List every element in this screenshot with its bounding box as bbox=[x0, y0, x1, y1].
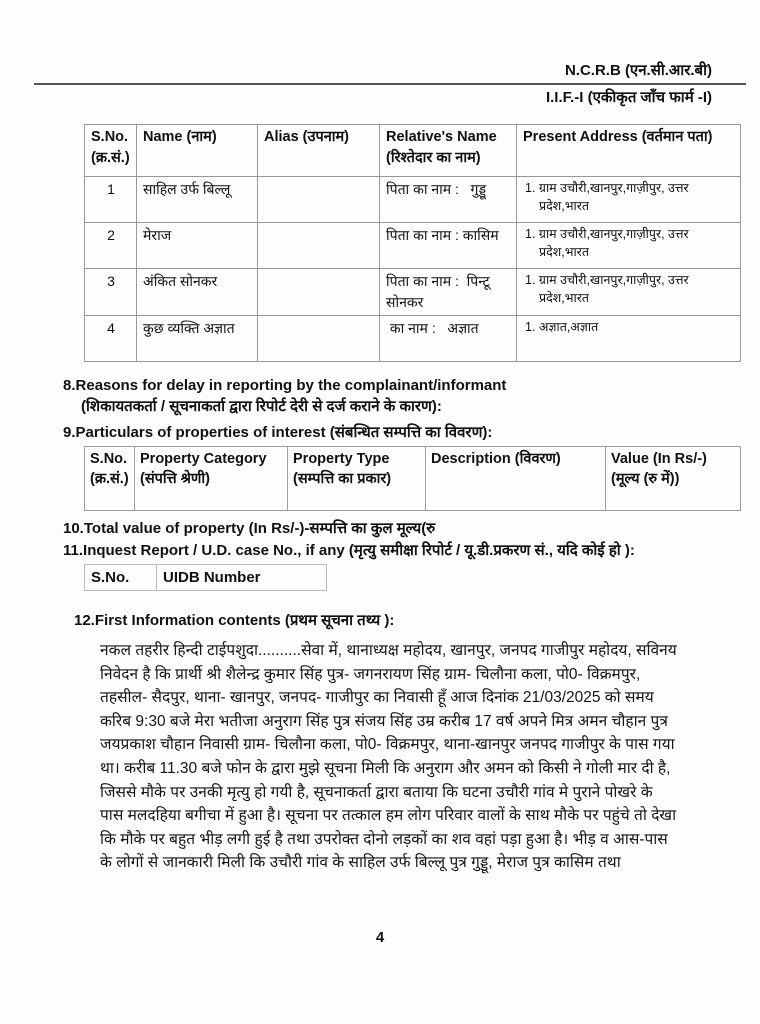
cell-alias bbox=[258, 269, 380, 316]
header-divider bbox=[34, 83, 746, 85]
cell-name: मेराज bbox=[137, 223, 258, 269]
col-sno: S.No. (क्र.सं.) bbox=[85, 125, 137, 177]
property-table bbox=[84, 446, 741, 511]
document-header bbox=[0, 0, 760, 108]
page-number: 4 bbox=[375, 929, 385, 946]
uidb-table bbox=[84, 564, 327, 591]
cell-sno: 4 bbox=[85, 316, 137, 362]
uidb-sno-label: S.No. bbox=[85, 565, 157, 591]
cell-relative: पिता का नाम : कासिम bbox=[380, 223, 517, 269]
table-row bbox=[85, 223, 741, 269]
section-12-first-information-contents bbox=[74, 610, 714, 631]
section-11-inquest-report bbox=[63, 540, 703, 561]
col-property-category: Property Category (संपत्ति श्रेणी) bbox=[135, 447, 288, 511]
col-property-type: Property Type (सम्पत्ति का प्रकार) bbox=[288, 447, 426, 511]
section-number: 11. bbox=[63, 542, 84, 559]
cell-address: 1. ग्राम उचौरी,खानपुर,गाज़ीपुर, उत्तर प्रदेश,भारत bbox=[517, 223, 741, 269]
cell-sno: 3 bbox=[85, 269, 137, 316]
section-title-hi: (शिकायतकर्ता / सूचनाकर्ता द्वारा रिपोर्ट देरी से दर्ज कराने के कारण): bbox=[81, 398, 442, 415]
cell-sno: 1 bbox=[85, 177, 137, 223]
org-title: N.C.R.B (एन.सी.आर.बी) bbox=[564, 62, 712, 79]
table-row bbox=[85, 177, 741, 223]
cell-relative: पिता का नाम : पिन्टू सोनकर bbox=[380, 269, 517, 316]
cell-address: 1. अज्ञात,अज्ञात bbox=[517, 316, 741, 362]
section-number: 12. bbox=[74, 612, 95, 629]
accused-table bbox=[84, 124, 741, 362]
section-title-en: Reasons for delay in reporting by the complainant/informant bbox=[75, 377, 507, 394]
section-title: Particulars of properties of interest (संबन्धित सम्पत्ति का विवरण): bbox=[75, 424, 493, 441]
col-sno: S.No. (क्र.सं.) bbox=[85, 447, 135, 511]
section-number: 8. bbox=[63, 377, 76, 394]
col-relative: Relative's Name (रिश्तेदार का नाम) bbox=[380, 125, 517, 177]
table-row bbox=[85, 316, 741, 362]
cell-address: 1. ग्राम उचौरी,खानपुर,गाज़ीपुर, उत्तर प्रदेश,भारत bbox=[517, 269, 741, 316]
cell-relative: का नाम : अज्ञात bbox=[380, 316, 517, 362]
section-number: 10. bbox=[63, 520, 84, 537]
cell-name: कुछ व्यक्ति अज्ञात bbox=[137, 316, 258, 362]
col-description: Description (विवरण) bbox=[426, 447, 606, 511]
col-address: Present Address (वर्तमान पता) bbox=[517, 125, 741, 177]
fir-contents-paragraph: नकल तहरीर हिन्दी टाईपशुदा..........सेवा में, थानाध्यक्ष महोदय, खानपुर, जनपद गाजीपुर महोदय, सविनय निवेदन है कि प्रार्थी श्री शैलेन्द्र कुमार सिंह पुत्र- जगनरायण सिंह ग्राम- चिलौना कला, पो0- विक्रमपुर, तहसील- सैदपुर, थाना- खानपुर, जनपद- गाजीपुर का निवासी हूँ आज दिनांक 21/03/2025 को समय करिब 9:30 बजे मेरा भतीजा अनुराग सिंह पुत्र संजय सिंह उम्र करीब 17 वर्ष अपने मित्र अमन चौहान पुत्र जयप्रकाश चौहान निवासी ग्राम- चिलौना कला, पो0- विक्रमपुर, थाना-खानपुर जनपद गाजीपुर के पास गया था। करीब 11.30 बजे फोन के द्वारा मुझे सूचना मिली कि अनुराग और अमन को किसी ने गोली मार दी है, जिससे मौके पर उनकी मृत्यु हो गयी है, सूचनाकर्ता द्वारा बताया कि घटना उचौरी गांव मे पुराने पोखरे के पास मलदहिया बगीचा में हुआ है। सूचना पर तत्काल हम लोग परिवार वालों के साथ मौके पर पहुंचे तो देखा कि मौके पर बहुत भीड़ लगी हुई है तथा उपरोक्त दोनो लड़कों का शव वहां पड़ा हुआ है। भीड़ व आस-पास के लोगों से जानकारी मिली कि उचौरी गांव के साहिल उर्फ बिल्लू पुत्र गुड्डू, मेराज पुत्र कासिम तथा bbox=[100, 642, 677, 872]
cell-alias bbox=[258, 223, 380, 269]
cell-sno: 2 bbox=[85, 223, 137, 269]
property-table-header-row bbox=[85, 447, 741, 511]
col-alias: Alias (उपनाम) bbox=[258, 125, 380, 177]
section-10-total-value bbox=[63, 518, 703, 539]
cell-relative: पिता का नाम : गुड्डू bbox=[380, 177, 517, 223]
section-title: Total value of property (In Rs/-)-सम्पत्ति का कुल मूल्य(रु bbox=[83, 520, 436, 537]
section-title: First Information contents (प्रथम सूचना तथ्य ): bbox=[94, 612, 395, 629]
section-number: 9. bbox=[63, 424, 76, 441]
cell-alias bbox=[258, 316, 380, 362]
table-row bbox=[85, 269, 741, 316]
section-title: Inquest Report / U.D. case No., if any (मृत्यु समीक्षा रिपोर्ट / यू.डी.प्रकरण सं., यदि कोई हो ): bbox=[83, 542, 635, 559]
cell-name: साहिल उर्फ बिल्लू bbox=[137, 177, 258, 223]
section-8-reasons-for-delay bbox=[63, 375, 703, 417]
accused-table-header-row bbox=[85, 125, 741, 177]
col-value: Value (In Rs/-) (मूल्य (रु में)) bbox=[606, 447, 741, 511]
form-title: I.I.F.-I (एकीकृत जाँच फार्म -I) bbox=[545, 89, 712, 106]
cell-name: अंकित सोनकर bbox=[137, 269, 258, 316]
col-name: Name (नाम) bbox=[137, 125, 258, 177]
uidb-number-label: UIDB Number bbox=[157, 565, 327, 591]
cell-address: 1. ग्राम उचौरी,खानपुर,गाज़ीपुर, उत्तर प्रदेश,भारत bbox=[517, 177, 741, 223]
cell-alias bbox=[258, 177, 380, 223]
uidb-header-row bbox=[85, 565, 327, 591]
section-9-properties-of-interest bbox=[63, 422, 703, 443]
